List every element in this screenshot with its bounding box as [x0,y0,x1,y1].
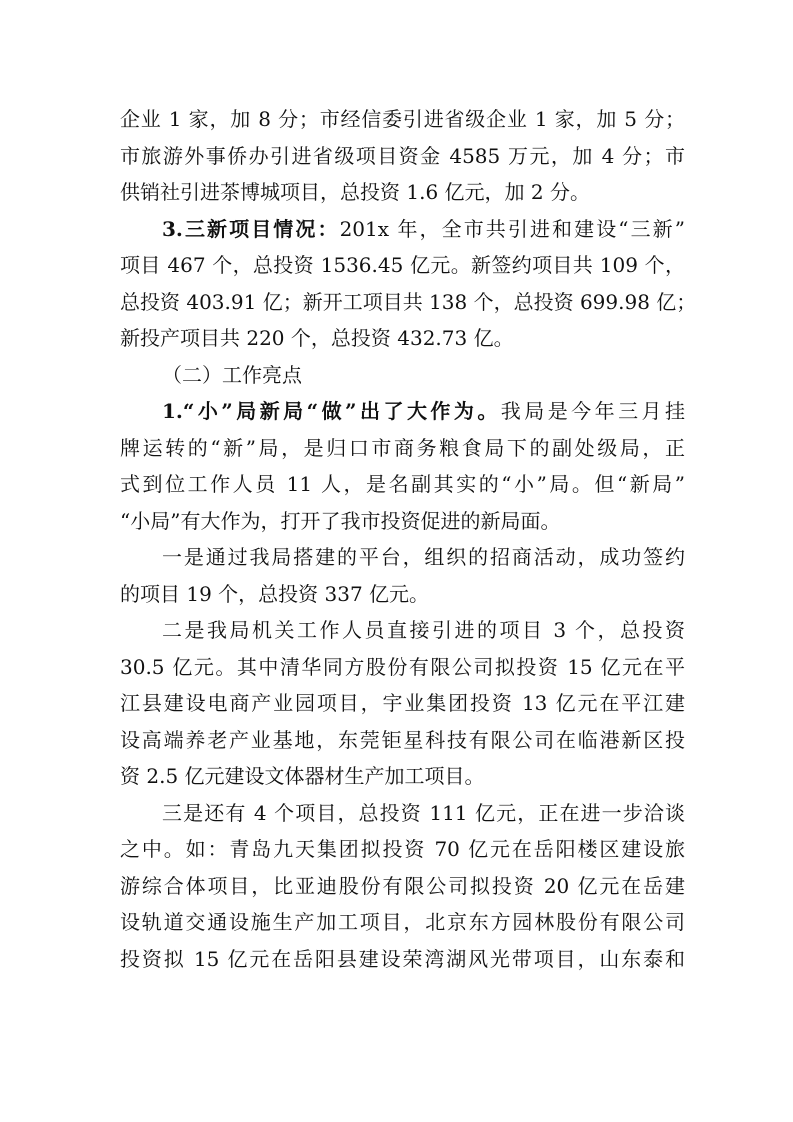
paragraph-7 [120,795,685,978]
paragraph-5 [120,539,685,612]
text-line [120,393,685,430]
text-line [120,211,685,248]
text-line: 的项目 19 个，总投资 337 亿元。 [120,581,430,606]
paragraph-6 [120,612,685,795]
text-run: 201x 年，全市共引进和建设“三新” [339,216,685,241]
text-line: 式到位工作人员 11 人，是名副其实的“小”局。但“新局” [120,472,685,496]
text-run: 我局是今年三月挂 [500,399,685,423]
paragraph-heading: 1.“小”局新局“做”出了大作为。 [162,399,501,423]
text-line: 游综合体项目，比亚迪股份有限公司拟投资 20 亿元在岳建 [120,873,685,898]
section-title [120,357,685,394]
text-line: 之中。如：青岛九天集团拟投资 70 亿元在岳阳楼区建设旅 [120,837,685,861]
text-line: 江县建设电商产业园项目，宇业集团投资 13 亿元在平江建 [120,691,685,715]
text-line: “小局”有大作为，打开了我市投资促进的新局面。 [120,508,561,533]
text-line: 市旅游外事侨办引进省级项目资金 4585 万元，加 4 分；市 [120,143,685,168]
text-line: 新投产项目共 220 个，总投资 432.73 亿。 [120,326,514,350]
document-page [120,101,697,977]
text-line: 供销社引进茶博城项目，总投资 1.6 亿元，加 2 分。 [120,180,590,204]
text-line: 30.5 亿元。其中清华同方股份有限公司拟投资 15 亿元在平 [120,654,685,679]
paragraph-heading: 3.三新项目情况： [162,216,340,241]
text-line: 设高端养老产业基地，东莞钜星科技有限公司在临港新区投 [120,727,685,752]
paragraph-2 [120,211,697,357]
text-line: 二是我局机关工作人员直接引进的项目 3 个，总投资 [162,618,685,642]
text-line: 三是还有 4 个项目，总投资 111 亿元，正在进一步洽谈 [162,800,685,825]
text-line: 一是通过我局搭建的平台，组织的招商活动，成功签约 [162,545,685,569]
text-line: 资 2.5 亿元建设文体器材生产加工项目。 [120,764,485,788]
text-line: 企业 1 家，加 8 分；市经信委引进省级企业 1 家，加 5 分； [120,107,685,131]
text-line: 项目 467 个，总投资 1536.45 亿元。新签约项目共 109 个， [120,253,685,277]
paragraph-1 [120,101,685,211]
paragraph-4 [120,393,685,539]
text-line: 总投资 403.91 亿；新开工项目共 138 个，总投资 699.98 亿； [120,289,697,314]
text-line: 牌运转的“新”局，是归口市商务粮食局下的副处级局，正 [120,435,685,460]
text-line: 投资拟 15 亿元在岳阳县建设荣湾湖风光带项目，山东泰和 [120,946,685,971]
text-line: 设轨道交通设施生产加工项目，北京东方园林股份有限公司 [120,910,685,934]
section-title-text: （二）工作亮点 [162,362,302,387]
